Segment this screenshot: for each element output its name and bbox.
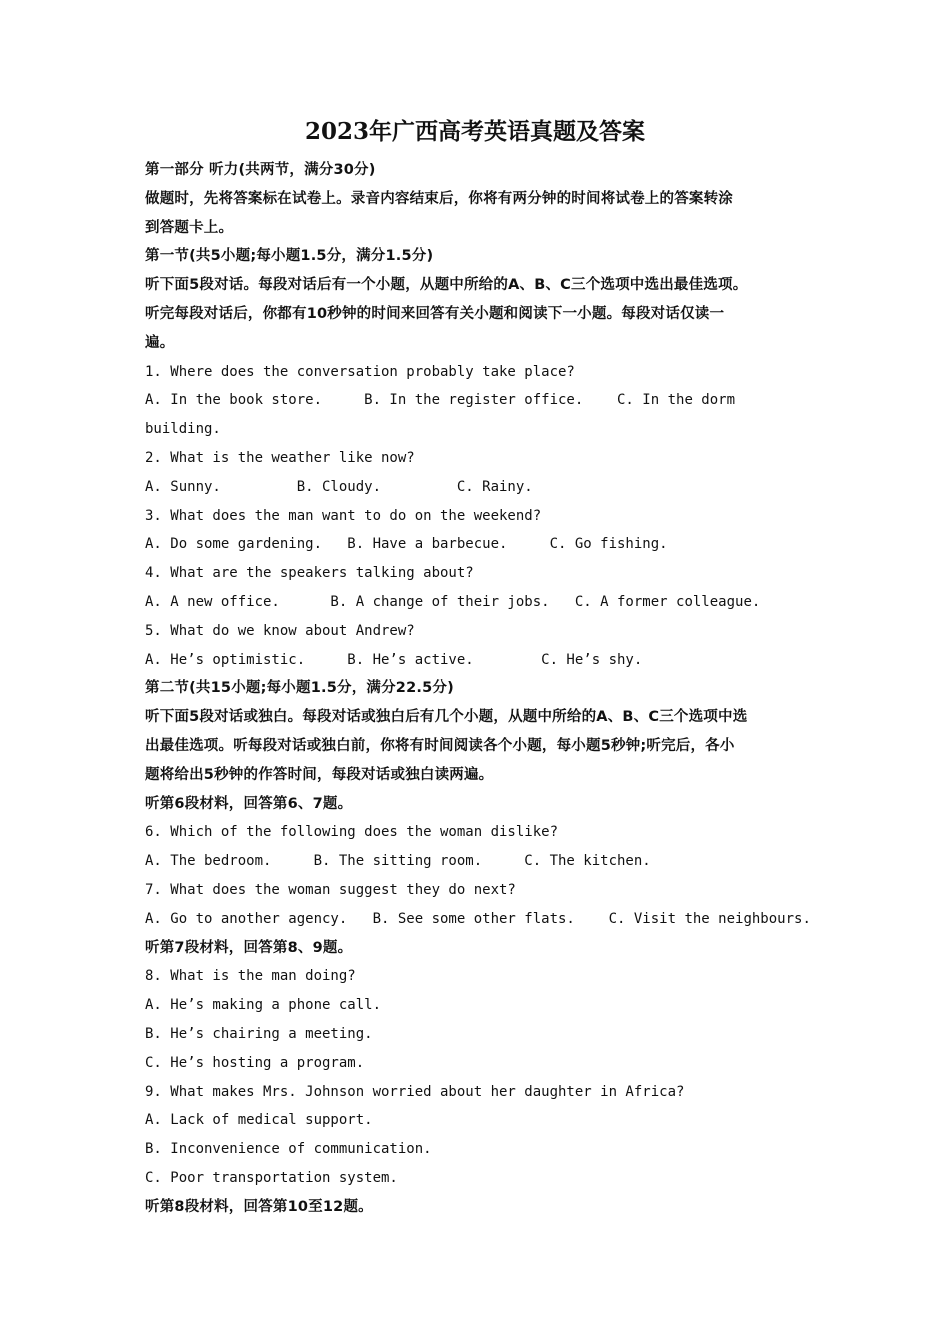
question-line: building. — [145, 421, 221, 438]
heading-line: 出最佳选项。听每段对话或独白前，你将有时间阅读各个小题，每小题5秒钟;听完后，各小 — [145, 737, 735, 754]
document-body — [145, 156, 810, 1221]
question-line: A. A new office. B. A change of their jobs. C. A former colleague. — [145, 593, 761, 610]
question-line: C. He’s hosting a program. — [145, 1054, 365, 1071]
heading-line: 听第7段材料，回答第8、9题。 — [145, 939, 353, 956]
question-line: 7. What does the woman suggest they do next? — [145, 881, 516, 898]
question-line: A. Sunny. B. Cloudy. C. Rainy. — [145, 478, 533, 495]
question-line: A. The bedroom. B. The sitting room. C. The kitchen. — [145, 853, 651, 870]
heading-line: 第二节(共15小题;每小题1.5分，满分22.5分) — [145, 680, 454, 697]
question-line: B. Inconvenience of communication. — [145, 1141, 432, 1158]
heading-line: 做题时，先将答案标在试卷上。录音内容结束后，你将有两分钟的时间将试卷上的答案转涂 — [145, 190, 733, 207]
heading-line: 到答题卡上。 — [145, 219, 234, 236]
heading-line: 遍。 — [145, 334, 175, 351]
question-line: A. In the book store. B. In the register office. C. In the dorm — [145, 392, 736, 409]
question-line: A. Go to another agency. B. See some other flats. C. Visit the neighbours. — [145, 910, 811, 927]
question-line: A. He’s making a phone call. — [145, 997, 382, 1014]
question-line: 4. What are the speakers talking about? — [145, 565, 474, 582]
question-line: 5. What do we know about Andrew? — [145, 622, 415, 639]
heading-line: 第一部分 听力(共两节，满分30分) — [145, 162, 376, 178]
question-line: A. Do some gardening. B. Have a barbecue. C. Go fishing. — [145, 536, 668, 553]
question-line: 1. Where does the conversation probably take place? — [145, 363, 575, 380]
heading-line: 听下面5段对话。每段对话后有一个小题，从题中所给的A、B、C三个选项中选出最佳选项。 — [145, 277, 748, 294]
document-title: 2023年广西高考英语真题及答案 — [304, 118, 645, 145]
question-line: A. Lack of medical support. — [145, 1112, 373, 1129]
question-line: B. He’s chairing a meeting. — [145, 1025, 373, 1042]
question-line: 9. What makes Mrs. Johnson worried about her daughter in Africa? — [145, 1083, 685, 1100]
heading-line: 听第8段材料，回答第10至12题。 — [145, 1198, 373, 1215]
question-line: 8. What is the man doing? — [145, 968, 356, 985]
question-line: 6. Which of the following does the woman dislike? — [145, 824, 559, 841]
question-line: A. He’s optimistic. B. He’s active. C. He’s shy. — [145, 651, 643, 668]
question-line: C. Poor transportation system. — [145, 1169, 398, 1186]
question-line: 2. What is the weather like now? — [145, 449, 415, 466]
heading-line: 题将给出5秒钟的作答时间，每段对话或独白读两遍。 — [145, 766, 494, 783]
heading-line: 听下面5段对话或独白。每段对话或独白后有几个小题，从题中所给的A、B、C三个选项中选 — [145, 709, 748, 726]
heading-line: 听第6段材料，回答第6、7题。 — [145, 795, 353, 812]
question-line: 3. What does the man want to do on the weekend? — [145, 507, 542, 524]
heading-line: 第一节(共5小题;每小题1.5分，满分1.5分) — [145, 248, 434, 265]
heading-line: 听完每段对话后，你都有10秒钟的时间来回答有关小题和阅读下一小题。每段对话仅读一 — [145, 305, 725, 322]
